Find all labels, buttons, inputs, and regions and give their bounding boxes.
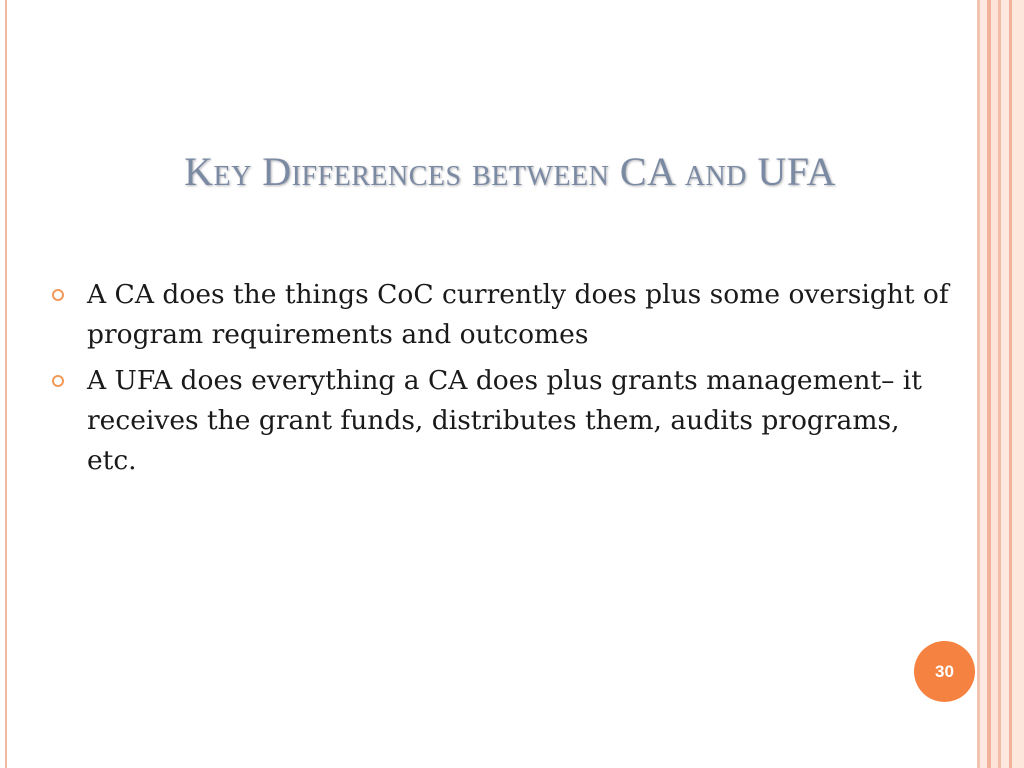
bullet-item — [50, 275, 950, 355]
bullet-circle-icon — [52, 375, 64, 387]
bullet-item — [50, 361, 950, 481]
bullet-list — [50, 275, 950, 487]
decorative-stripe — [980, 0, 987, 768]
decorative-stripe — [1012, 0, 1024, 768]
decorative-stripe — [1001, 0, 1009, 768]
bullet-text: A CA does the things CoC currently does plus some oversight of program requirements and outcomes — [87, 279, 949, 350]
page-number: 30 — [935, 661, 954, 681]
bullet-circle-icon — [52, 289, 64, 301]
slide-title: Key Differences between CA and UFA — [184, 149, 836, 194]
bullet-text: A UFA does everything a CA does plus grants management– it receives the grant funds, distributes them, audits programs, etc. — [87, 365, 922, 476]
left-edge-line — [5, 0, 7, 768]
page-number-badge — [914, 641, 975, 702]
decorative-stripe — [991, 0, 998, 768]
